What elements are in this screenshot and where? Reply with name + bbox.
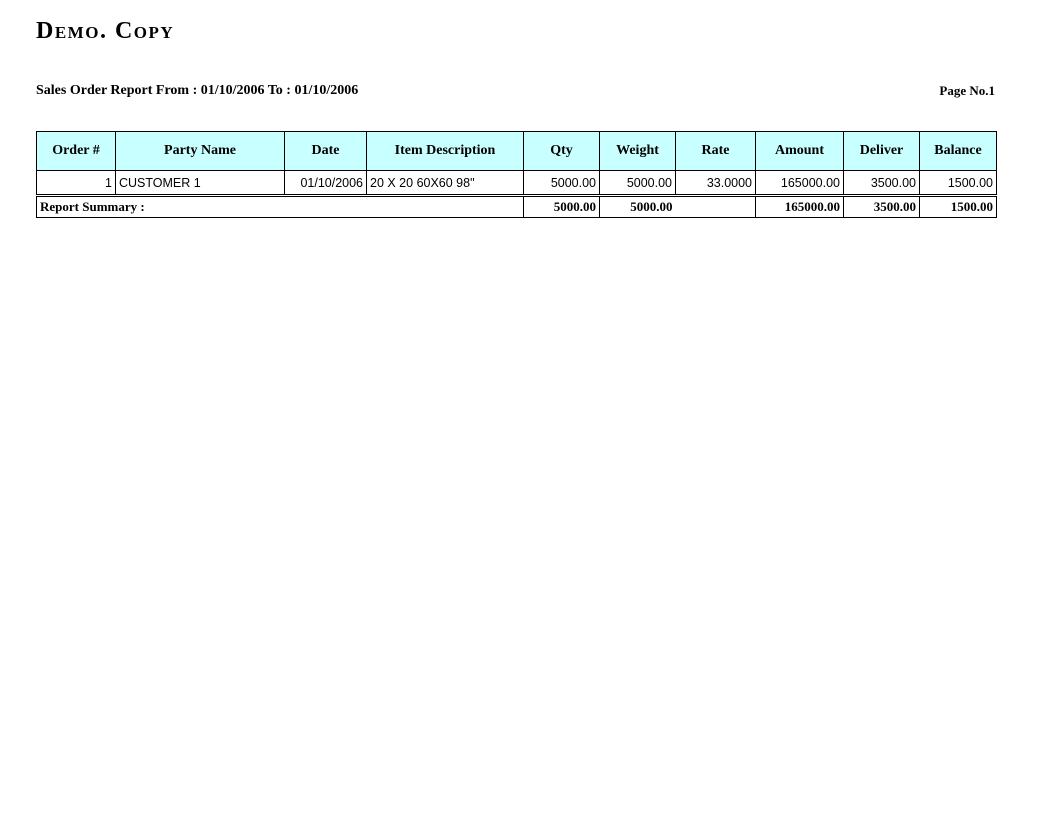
cell-date: 01/10/2006 xyxy=(285,171,367,196)
column-header-balance: Balance xyxy=(920,132,997,171)
report-heading: Sales Order Report From : 01/10/2006 To : 01/10/2006 xyxy=(36,83,359,98)
column-header-order: Order # xyxy=(37,132,116,171)
summary-weight: 5000.00 xyxy=(600,196,676,218)
cell-weight: 5000.00 xyxy=(600,171,676,196)
column-header-date: Date xyxy=(285,132,367,171)
summary-balance: 1500.00 xyxy=(920,196,997,218)
page-number: Page No.1 xyxy=(939,83,995,98)
cell-amount: 165000.00 xyxy=(756,171,844,196)
summary-qty: 5000.00 xyxy=(524,196,600,218)
column-header-deliver: Deliver xyxy=(844,132,920,171)
column-header-qty: Qty xyxy=(524,132,600,171)
table-header-row xyxy=(37,132,997,171)
demo-copy-title: Demo. Copy xyxy=(36,18,175,44)
column-header-party-name: Party Name xyxy=(116,132,285,171)
sales-order-table xyxy=(36,131,997,218)
summary-label: Report Summary : xyxy=(37,196,524,218)
summary-rate xyxy=(676,196,756,218)
summary-amount: 165000.00 xyxy=(756,196,844,218)
cell-qty: 5000.00 xyxy=(524,171,600,196)
cell-item-description: 20 X 20 60X60 98" xyxy=(367,171,524,196)
column-header-rate: Rate xyxy=(676,132,756,171)
column-header-weight: Weight xyxy=(600,132,676,171)
cell-party-name: CUSTOMER 1 xyxy=(116,171,285,196)
table-row xyxy=(37,171,997,196)
cell-balance: 1500.00 xyxy=(920,171,997,196)
cell-order-number: 1 xyxy=(37,171,116,196)
report-summary-row xyxy=(37,196,997,218)
cell-deliver: 3500.00 xyxy=(844,171,920,196)
column-header-item-description: Item Description xyxy=(367,132,524,171)
column-header-amount: Amount xyxy=(756,132,844,171)
summary-deliver: 3500.00 xyxy=(844,196,920,218)
cell-rate: 33.0000 xyxy=(676,171,756,196)
